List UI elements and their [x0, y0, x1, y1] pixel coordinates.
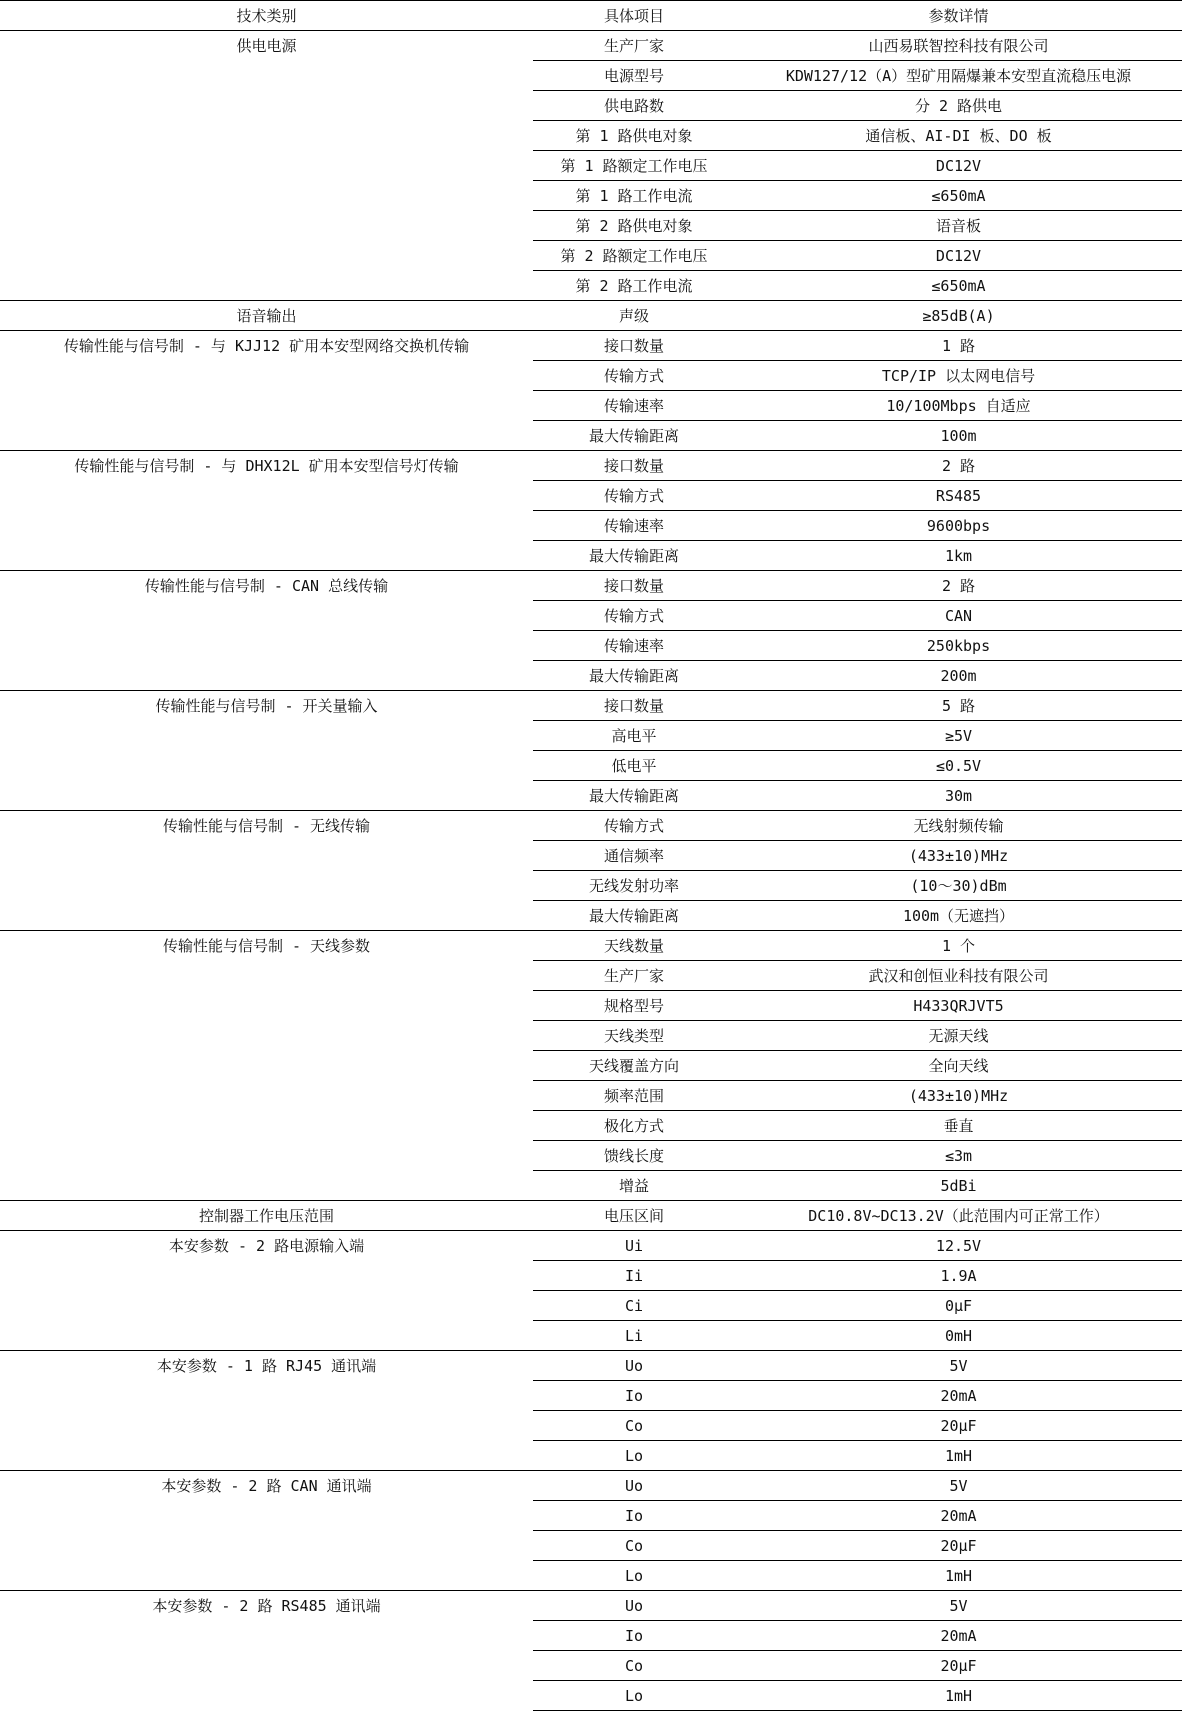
- category-cell: [0, 841, 533, 871]
- item-cell: 无线发射功率: [533, 871, 735, 901]
- category-cell: [0, 121, 533, 151]
- item-cell: 接口数量: [533, 571, 735, 601]
- detail-cell: DC12V: [735, 151, 1182, 181]
- item-cell: Uo: [533, 1471, 735, 1501]
- table-row: [0, 301, 1182, 331]
- item-cell: Ci: [533, 1291, 735, 1321]
- table-row: [0, 91, 1182, 121]
- detail-cell: CAN: [735, 601, 1182, 631]
- detail-cell: DC10.8V~DC13.2V（此范围内可正常工作）: [735, 1201, 1182, 1231]
- detail-cell: 无线射频传输: [735, 811, 1182, 841]
- item-cell: 第 2 路供电对象: [533, 211, 735, 241]
- table-row: [0, 1411, 1182, 1441]
- category-cell: [0, 1441, 533, 1471]
- table-row: [0, 811, 1182, 841]
- category-cell: [0, 751, 533, 781]
- item-cell: 接口数量: [533, 691, 735, 721]
- table-row: [0, 1591, 1182, 1621]
- category-cell: [0, 1171, 533, 1201]
- detail-cell: 5V: [735, 1591, 1182, 1621]
- table-row: [0, 511, 1182, 541]
- item-cell: 传输方式: [533, 481, 735, 511]
- category-cell: [0, 1411, 533, 1441]
- item-cell: 生产厂家: [533, 961, 735, 991]
- table-row: [0, 1321, 1182, 1351]
- table-row: [0, 1531, 1182, 1561]
- table-row: [0, 1561, 1182, 1591]
- table-row: [0, 961, 1182, 991]
- table-row: [0, 841, 1182, 871]
- detail-cell: 无源天线: [735, 1021, 1182, 1051]
- item-cell: Ii: [533, 1261, 735, 1291]
- category-cell: [0, 721, 533, 751]
- category-cell: [0, 961, 533, 991]
- detail-cell: 1mH: [735, 1561, 1182, 1591]
- item-cell: Lo: [533, 1441, 735, 1471]
- category-cell: 供电电源: [0, 31, 533, 61]
- detail-cell: ≤3m: [735, 1141, 1182, 1171]
- table-row: [0, 121, 1182, 151]
- detail-cell: 1km: [735, 541, 1182, 571]
- item-cell: Io: [533, 1381, 735, 1411]
- category-cell: [0, 1681, 533, 1711]
- category-cell: [0, 1501, 533, 1531]
- table-row: [0, 631, 1182, 661]
- item-cell: 规格型号: [533, 991, 735, 1021]
- item-cell: 供电路数: [533, 91, 735, 121]
- detail-cell: 2 路: [735, 451, 1182, 481]
- item-cell: Uo: [533, 1591, 735, 1621]
- category-cell: 传输性能与信号制 - 无线传输: [0, 811, 533, 841]
- table-row: [0, 211, 1182, 241]
- item-cell: Lo: [533, 1681, 735, 1711]
- category-cell: [0, 1081, 533, 1111]
- item-cell: 第 1 路工作电流: [533, 181, 735, 211]
- item-cell: 第 2 路额定工作电压: [533, 241, 735, 271]
- item-cell: 最大传输距离: [533, 781, 735, 811]
- table-row: [0, 1441, 1182, 1471]
- category-cell: [0, 1561, 533, 1591]
- detail-cell: ≤650mA: [735, 271, 1182, 301]
- table-row: [0, 451, 1182, 481]
- item-cell: 馈线长度: [533, 1141, 735, 1171]
- detail-cell: 250kbps: [735, 631, 1182, 661]
- table-row: [0, 1471, 1182, 1501]
- category-cell: 传输性能与信号制 - CAN 总线传输: [0, 571, 533, 601]
- item-cell: 天线数量: [533, 931, 735, 961]
- item-cell: Io: [533, 1501, 735, 1531]
- table-row: [0, 1231, 1182, 1261]
- detail-cell: ≤650mA: [735, 181, 1182, 211]
- table-row: [0, 151, 1182, 181]
- detail-cell: 5V: [735, 1471, 1182, 1501]
- category-cell: 控制器工作电压范围: [0, 1201, 533, 1231]
- category-cell: [0, 181, 533, 211]
- item-cell: 电源型号: [533, 61, 735, 91]
- item-cell: Co: [533, 1651, 735, 1681]
- category-cell: [0, 1141, 533, 1171]
- item-cell: 极化方式: [533, 1111, 735, 1141]
- category-cell: [0, 211, 533, 241]
- detail-cell: ≥5V: [735, 721, 1182, 751]
- item-cell: 通信频率: [533, 841, 735, 871]
- category-cell: [0, 481, 533, 511]
- category-cell: [0, 661, 533, 691]
- category-cell: [0, 1291, 533, 1321]
- header-item: 具体项目: [533, 1, 735, 31]
- item-cell: 生产厂家: [533, 31, 735, 61]
- item-cell: 传输速率: [533, 631, 735, 661]
- table-row: [0, 1081, 1182, 1111]
- detail-cell: 12.5V: [735, 1231, 1182, 1261]
- detail-cell: 1 路: [735, 331, 1182, 361]
- detail-cell: 分 2 路供电: [735, 91, 1182, 121]
- item-cell: Ui: [533, 1231, 735, 1261]
- item-cell: 传输速率: [533, 391, 735, 421]
- detail-cell: 武汉和创恒业科技有限公司: [735, 961, 1182, 991]
- detail-cell: ≥85dB(A): [735, 301, 1182, 331]
- item-cell: Li: [533, 1321, 735, 1351]
- item-cell: 声级: [533, 301, 735, 331]
- header-row: [0, 1, 1182, 31]
- category-cell: 传输性能与信号制 - 开关量输入: [0, 691, 533, 721]
- table-row: [0, 1681, 1182, 1711]
- category-cell: 语音输出: [0, 301, 533, 331]
- table-row: [0, 391, 1182, 421]
- detail-cell: 100m（无遮挡）: [735, 901, 1182, 931]
- item-cell: 最大传输距离: [533, 661, 735, 691]
- item-cell: 接口数量: [533, 451, 735, 481]
- detail-cell: DC12V: [735, 241, 1182, 271]
- detail-cell: 30m: [735, 781, 1182, 811]
- category-cell: [0, 1051, 533, 1081]
- table-row: [0, 541, 1182, 571]
- category-cell: [0, 1531, 533, 1561]
- detail-cell: 1 个: [735, 931, 1182, 961]
- category-cell: 传输性能与信号制 - 与 KJJ12 矿用本安型网络交换机传输: [0, 331, 533, 361]
- detail-cell: 5 路: [735, 691, 1182, 721]
- table-row: [0, 901, 1182, 931]
- category-cell: [0, 241, 533, 271]
- item-cell: 电压区间: [533, 1201, 735, 1231]
- header-category: 技术类别: [0, 1, 533, 31]
- detail-cell: TCP/IP 以太网电信号: [735, 361, 1182, 391]
- table-row: [0, 1051, 1182, 1081]
- table-row: [0, 31, 1182, 61]
- detail-cell: 通信板、AI-DI 板、DO 板: [735, 121, 1182, 151]
- table-row: [0, 1501, 1182, 1531]
- table-row: [0, 571, 1182, 601]
- detail-cell: 1mH: [735, 1441, 1182, 1471]
- category-cell: [0, 91, 533, 121]
- category-cell: [0, 1111, 533, 1141]
- category-cell: [0, 511, 533, 541]
- category-cell: 本安参数 - 1 路 RJ45 通讯端: [0, 1351, 533, 1381]
- item-cell: 第 2 路工作电流: [533, 271, 735, 301]
- detail-cell: 20μF: [735, 1531, 1182, 1561]
- table-row: [0, 1261, 1182, 1291]
- category-cell: [0, 61, 533, 91]
- table-row: [0, 1171, 1182, 1201]
- category-cell: [0, 991, 533, 1021]
- table-row: [0, 1651, 1182, 1681]
- detail-cell: 0μF: [735, 1291, 1182, 1321]
- table-row: [0, 481, 1182, 511]
- detail-cell: 全向天线: [735, 1051, 1182, 1081]
- table-row: [0, 1141, 1182, 1171]
- item-cell: 第 1 路额定工作电压: [533, 151, 735, 181]
- detail-cell: 2 路: [735, 571, 1182, 601]
- item-cell: Io: [533, 1621, 735, 1651]
- detail-cell: 20mA: [735, 1621, 1182, 1651]
- detail-cell: 山西易联智控科技有限公司: [735, 31, 1182, 61]
- table-row: [0, 361, 1182, 391]
- detail-cell: KDW127/12（A）型矿用隔爆兼本安型直流稳压电源: [735, 61, 1182, 91]
- detail-cell: 20mA: [735, 1501, 1182, 1531]
- category-cell: [0, 391, 533, 421]
- detail-cell: 9600bps: [735, 511, 1182, 541]
- detail-cell: 10/100Mbps 自适应: [735, 391, 1182, 421]
- item-cell: 最大传输距离: [533, 421, 735, 451]
- category-cell: [0, 1651, 533, 1681]
- item-cell: Co: [533, 1411, 735, 1441]
- item-cell: 最大传输距离: [533, 901, 735, 931]
- detail-cell: ≤0.5V: [735, 751, 1182, 781]
- category-cell: [0, 781, 533, 811]
- table-row: [0, 1381, 1182, 1411]
- detail-cell: 100m: [735, 421, 1182, 451]
- item-cell: 传输速率: [533, 511, 735, 541]
- table-row: [0, 181, 1182, 211]
- table-row: [0, 721, 1182, 751]
- table-row: [0, 1621, 1182, 1651]
- table-row: [0, 421, 1182, 451]
- item-cell: Lo: [533, 1561, 735, 1591]
- category-cell: 本安参数 - 2 路电源输入端: [0, 1231, 533, 1261]
- category-cell: [0, 871, 533, 901]
- item-cell: 最大传输距离: [533, 541, 735, 571]
- category-cell: [0, 271, 533, 301]
- category-cell: 本安参数 - 2 路 CAN 通讯端: [0, 1471, 533, 1501]
- table-row: [0, 1021, 1182, 1051]
- table-row: [0, 931, 1182, 961]
- table-row: [0, 871, 1182, 901]
- table-row: [0, 661, 1182, 691]
- item-cell: 天线类型: [533, 1021, 735, 1051]
- item-cell: Co: [533, 1531, 735, 1561]
- detail-cell: RS485: [735, 481, 1182, 511]
- detail-cell: 20μF: [735, 1411, 1182, 1441]
- detail-cell: 语音板: [735, 211, 1182, 241]
- category-cell: [0, 1381, 533, 1411]
- detail-cell: H433QRJVT5: [735, 991, 1182, 1021]
- table-header: [0, 1, 1182, 31]
- detail-cell: 5V: [735, 1351, 1182, 1381]
- category-cell: [0, 631, 533, 661]
- category-cell: [0, 541, 533, 571]
- detail-cell: (433±10)MHz: [735, 841, 1182, 871]
- category-cell: [0, 361, 533, 391]
- table-row: [0, 1291, 1182, 1321]
- item-cell: 增益: [533, 1171, 735, 1201]
- detail-cell: 1.9A: [735, 1261, 1182, 1291]
- table-row: [0, 601, 1182, 631]
- detail-cell: (433±10)MHz: [735, 1081, 1182, 1111]
- item-cell: 低电平: [533, 751, 735, 781]
- table-row: [0, 61, 1182, 91]
- category-cell: [0, 151, 533, 181]
- category-cell: [0, 421, 533, 451]
- detail-cell: (10～30)dBm: [735, 871, 1182, 901]
- category-cell: [0, 1261, 533, 1291]
- detail-cell: 20mA: [735, 1381, 1182, 1411]
- detail-cell: 5dBi: [735, 1171, 1182, 1201]
- header-detail: 参数详情: [735, 1, 1182, 31]
- detail-cell: 200m: [735, 661, 1182, 691]
- item-cell: Uo: [533, 1351, 735, 1381]
- item-cell: 传输方式: [533, 811, 735, 841]
- item-cell: 天线覆盖方向: [533, 1051, 735, 1081]
- table-row: [0, 1111, 1182, 1141]
- table-row: [0, 241, 1182, 271]
- item-cell: 频率范围: [533, 1081, 735, 1111]
- detail-cell: 20μF: [735, 1651, 1182, 1681]
- table-row: [0, 991, 1182, 1021]
- detail-cell: 垂直: [735, 1111, 1182, 1141]
- item-cell: 高电平: [533, 721, 735, 751]
- category-cell: [0, 1321, 533, 1351]
- table-row: [0, 1201, 1182, 1231]
- category-cell: [0, 601, 533, 631]
- category-cell: [0, 1021, 533, 1051]
- category-cell: 本安参数 - 2 路 RS485 通讯端: [0, 1591, 533, 1621]
- item-cell: 传输方式: [533, 361, 735, 391]
- table-row: [0, 271, 1182, 301]
- category-cell: [0, 901, 533, 931]
- item-cell: 第 1 路供电对象: [533, 121, 735, 151]
- table-row: [0, 751, 1182, 781]
- category-cell: [0, 1621, 533, 1651]
- table-body: [0, 31, 1182, 1711]
- category-cell: 传输性能与信号制 - 天线参数: [0, 931, 533, 961]
- detail-cell: 1mH: [735, 1681, 1182, 1711]
- table-row: [0, 1351, 1182, 1381]
- table-row: [0, 331, 1182, 361]
- category-cell: 传输性能与信号制 - 与 DHX12L 矿用本安型信号灯传输: [0, 451, 533, 481]
- item-cell: 接口数量: [533, 331, 735, 361]
- table-row: [0, 691, 1182, 721]
- detail-cell: 0mH: [735, 1321, 1182, 1351]
- item-cell: 传输方式: [533, 601, 735, 631]
- table-row: [0, 781, 1182, 811]
